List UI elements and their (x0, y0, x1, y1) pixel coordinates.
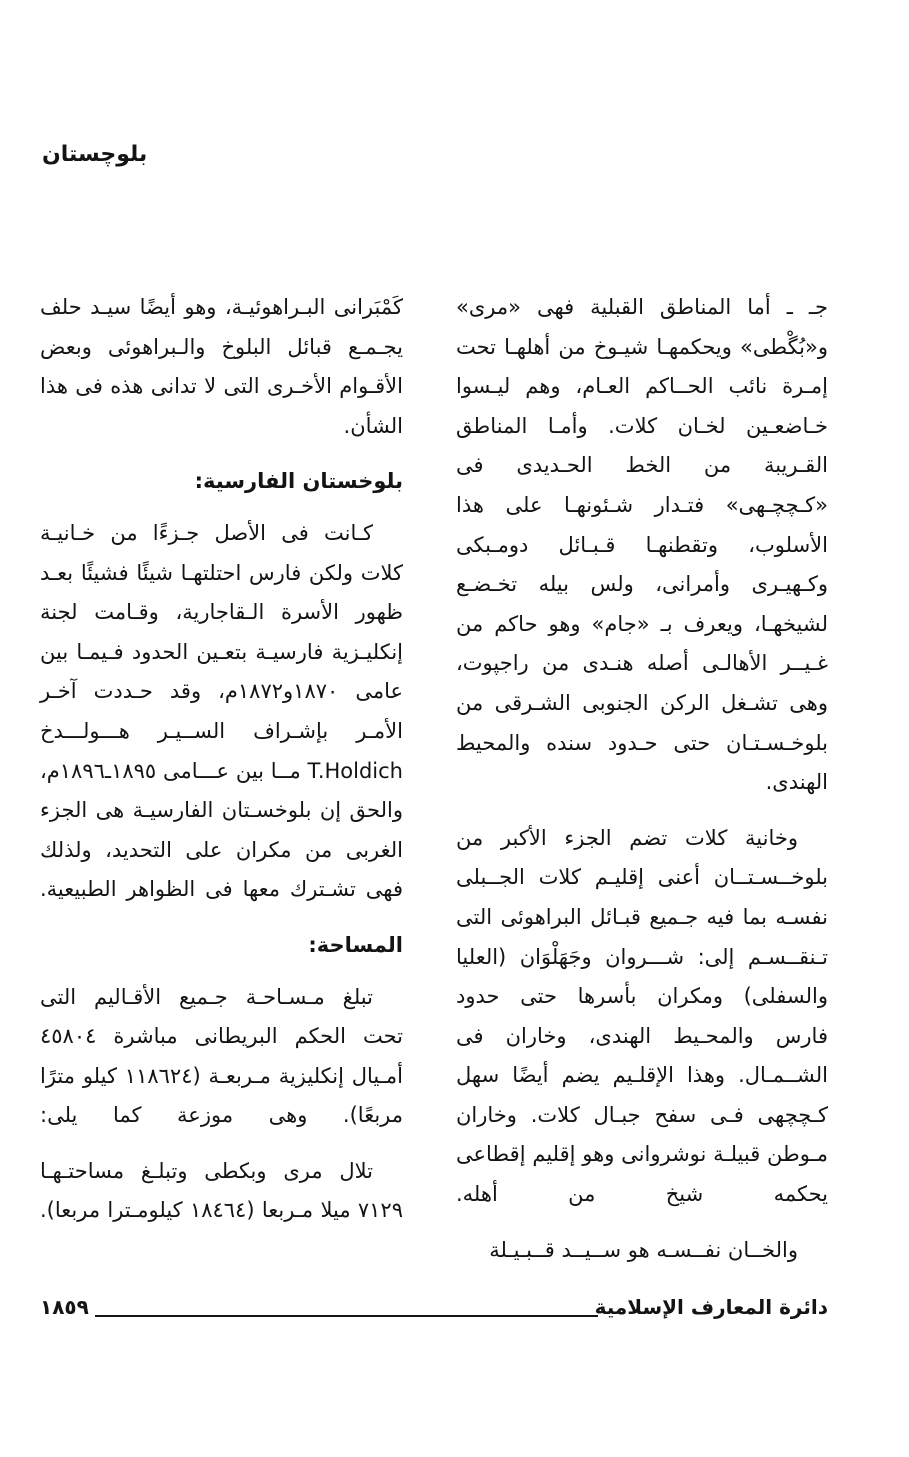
paragraph-khan: والخــان نفــسـه هو ســيــد قــبـيـلة (489, 1237, 798, 1262)
footer-encyclopedia-title: دائرة المعارف الإسلامية (594, 1295, 828, 1319)
footer-rule-divider (95, 1315, 598, 1317)
paragraph-kambarani: كَمْبَرانى البـراهوئيـة، وهو أيضًا سيـد حلف يجـمـع قبائل البلوخ والـبراهوئى وبعض الأقـوام الأخـرى التى لا تدانى هذه فى هذا الشأن. (40, 295, 403, 438)
section-heading-persian-baluchistan: بلوخستان الفارسية: (194, 469, 403, 494)
left-text-column (40, 288, 403, 1247)
paragraph-area: تبلغ مـسـاحـة جـميع الأقـاليم التى تحت الحكم البريطانى مباشرة ٤٥٨٠٤ أمـيال إنكليزية مـربعـة (١١٨٦٢٤ كيلو مترًا مربعًا). وهى موزعة كما يلى: (40, 984, 404, 1128)
paragraph-persian-baluchistan: كـانت فى الأصل جـزءًا من خـانيـة كلات ولكن فارس احتلتهـا شيئًا فشيئًا بعـد ظهور الأسرة الـقاجارية، وقـامت لجنة إنكليـزية فارسيـة بتعـين الحدود فـيمـا بين عامى ١٨٧٠و١٨٧٢م، وقد حـددت آخـر الأمـر بإشـراف الســيـر هـــولـــدخ T.Holdich مــا بين عـــامى ١٨٩٥ـ١٨٩٦م، والحق إن بلوخسـتان الفارسيـة هى الجزء الغربى من مكران على التحديد، ولذلك فهى تشـترك معها فى الظواهر الطبيعية. (40, 520, 404, 902)
page-number: ١٨٥٩ (40, 1295, 89, 1319)
page-footer (40, 1295, 828, 1329)
running-header-title: بلوچستان (42, 142, 148, 167)
right-text-column (456, 288, 828, 1286)
paragraph-tribal-areas: جـ ـ أما المناطق القبلية فهى «مرى» و«بُگْطى» ويحكمهـا شيـوخ من أهلهـا تحت إمـرة نائب الحــاكم العـام، وهم ليـسوا خـاضعـين لخـان كلات. وأمـا المناطق القـريبة من الخط الحـديدى فى «كـچچـهى» فتـدار شـئونهـا على هذا الأسلوب، وتقطنهـا قـبـائل دومـبكى وكـهيـرى وأمرانى، ولس بيله تخـضـع لشيخهـا، ويعرف بـ «جام» وهو حاكم من غـيــر الأهالـى أصله هنـدى من راجپوت، وهى تشـغل الركن الجنوبى الشـرقى من بلوخـسـتـان حتى حـدود سنده والمحيط الهندى. (456, 295, 828, 795)
section-heading-area: المساحة: (308, 932, 403, 957)
paragraph-kalat-khanate: وخانية كلات تضم الجزء الأكبر من بلوخــسـتــان أعنى إقليـم كلات الجــبلى نفسـه بما فيه جـميع قبـائل البراهوئى التى تـنقــسـم إلى: شـــروان وجَهَلْوَان (العليا والسفلى) ومكران بأسرها حتى حدود فارس والمحـيط الهندى، وخاران فى الشــمـال. وهذا الإقلـيم يضم أيضًا سهل كـچچهى فـى سفح جبـال كلات. وخاران مـوطن قبيلـة نوشروانى وهو إقليم إقطاعى يحكمه شيخ من أهله. (456, 825, 828, 1207)
paragraph-marri-bugti: تلال مرى وبكطى وتبلـغ مساحتـهـا ٧١٢٩ ميلا مـربعا (١٨٤٦٤ كيلومـترا مربعا). (40, 1158, 403, 1223)
